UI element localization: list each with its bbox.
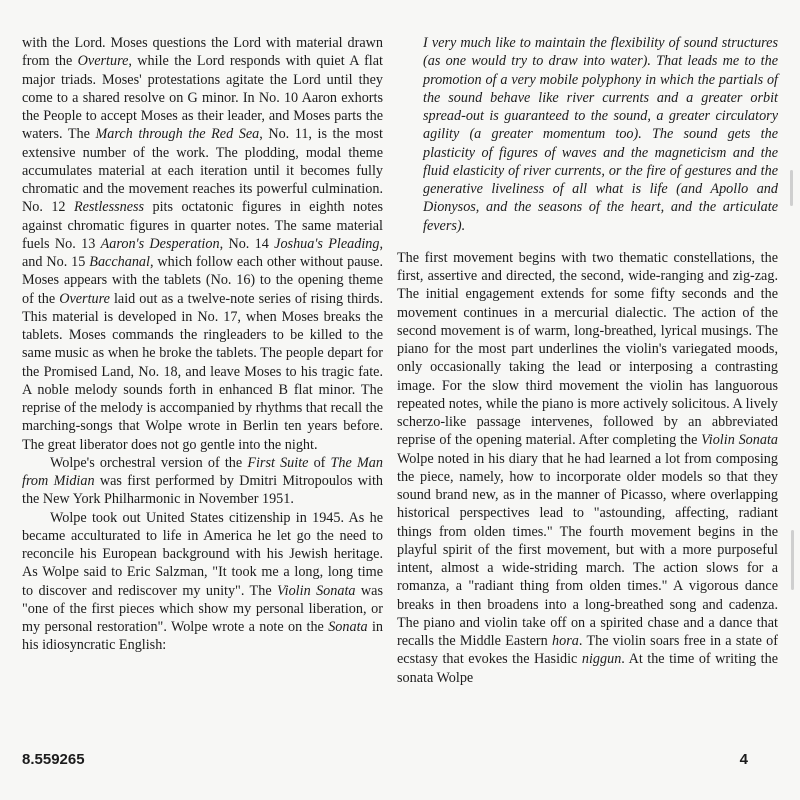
left-paragraph-1: with the Lord. Moses questions the Lord with material drawn from the Overture, while the Lord responds with quiet A flat major triads. Moses' protestations agitate the Lord until they come to a shared resolve on G minor. In No. 10 Aaron exhorts the People to accept Moses as their leader, and Moses parts the waters. The March through the Red Sea, No. 11, is the most extensive number of the work. The plodding, modal theme accumulates material at each iteration until it becomes fully chromatic and the movement reaches its powerful culmination. No. 12 Restlessness pits octatonic figures in eighth notes against chromatic figures in quarter notes. The same material fuels No. 13 Aaron's Desperation, No. 14 Joshua's Pleading, and No. 15 Bacchanal, which follow each other without pause. Moses appears with the tablets (No. 16) to the opening theme of the Overture laid out as a twelve-note series of rising thirds. This material is developed in No. 17, when Moses breaks the tablets. Moses commands the ringleaders to be killed to the same music as when he broke the tablets. The people depart for the Promised Land, No. 18, and leave Moses to his tragic fate. A noble melody sounds forth in enhanced B flat minor. The reprise of the melody is accompanied by rhythms that recall the marching-songs that Wolpe wrote in Berlin ten years before. The great liberator does not go gentle into the night.	[22, 35, 383, 453]
catalogue-number: 8.559265	[22, 751, 85, 768]
page-crease-mark	[790, 170, 793, 206]
left-paragraph-2: Wolpe's orchestral version of the First Suite of The Man from Midian was first performed by Dmitri Mitropoulos with the New York Philharmonic in November 1951.	[22, 454, 383, 508]
left-paragraph-3: Wolpe took out United States citizenship in 1945. As he became acculturated to life in America he let go the need to reconcile his European background with his Jewish heritage. As Wolpe said to Eric Salzman, "It took me a long, long time to discover and rediscover my unity". The Violin Sonata was "one of the first pieces which show my personal liberation, or my personal restoration". Wolpe wrote a note on the Sonata in his idiosyncratic English:	[22, 509, 383, 654]
page-number: 4	[739, 751, 748, 768]
right-column	[397, 34, 778, 687]
left-column	[22, 34, 383, 655]
page-crease-mark	[791, 530, 794, 590]
right-paragraph-1: The first movement begins with two thematic constellations, the first, assertive and directed, the second, wide-ranging and zig-zag. The initial engagement extends for some fifty seconds and the movement continues in a mercurial dialectic. The action of the second movement is of warm, long-breathed, lyrical musings. The piano for the most part underlines the violin's variegated moods, only occasionally taking the lead or interposing a contrasting image. For the slow third movement the violin has languorous repeated notes, while the piano is more actively solicitous. A lively scherzo-like passage intervenes, followed by an abbreviated reprise of the opening material. After completing the Violin Sonata Wolpe noted in his diary that he had learned a lot from composing the piece, namely, how to incorporate older models so that they sound brand new, as in the manner of Picasso, where overlapping historical perspectives lead to "astounding, affecting, radiant things from olden times." The fourth movement begins in the playful spirit of the first movement, but with a more purposeful intent, almost a wide-striding march. The action slows for a romanza, a "radiant thing from olden times." A vigorous dance breaks in then broadens into a long-breathed song and cadenza. The piano and violin take off on a spirited chase and a dance that recalls the Middle Eastern hora. The violin soars free in a state of ecstasy that evokes the Hasidic niggun. At the time of writing the sonata Wolpe	[397, 249, 778, 686]
wolpe-quote: I very much like to maintain the flexibility of sound structures (as one would try to draw into water). That leads me to the promotion of a very mobile polyphony in which the partials of the sound behave like river currents and a greater orbit spread-out is guaranteed to the sound, a greater circulatory agility (a greater momentum too). The sound gets the plasticity of figures of waves and the magneticism and the fluid elasticity of river currents, or the fire of gestures and the generative liveliness of all what is life (and Apollo and Dionysos, and the seasons of the heart, and the articulate fevers).	[423, 35, 778, 234]
